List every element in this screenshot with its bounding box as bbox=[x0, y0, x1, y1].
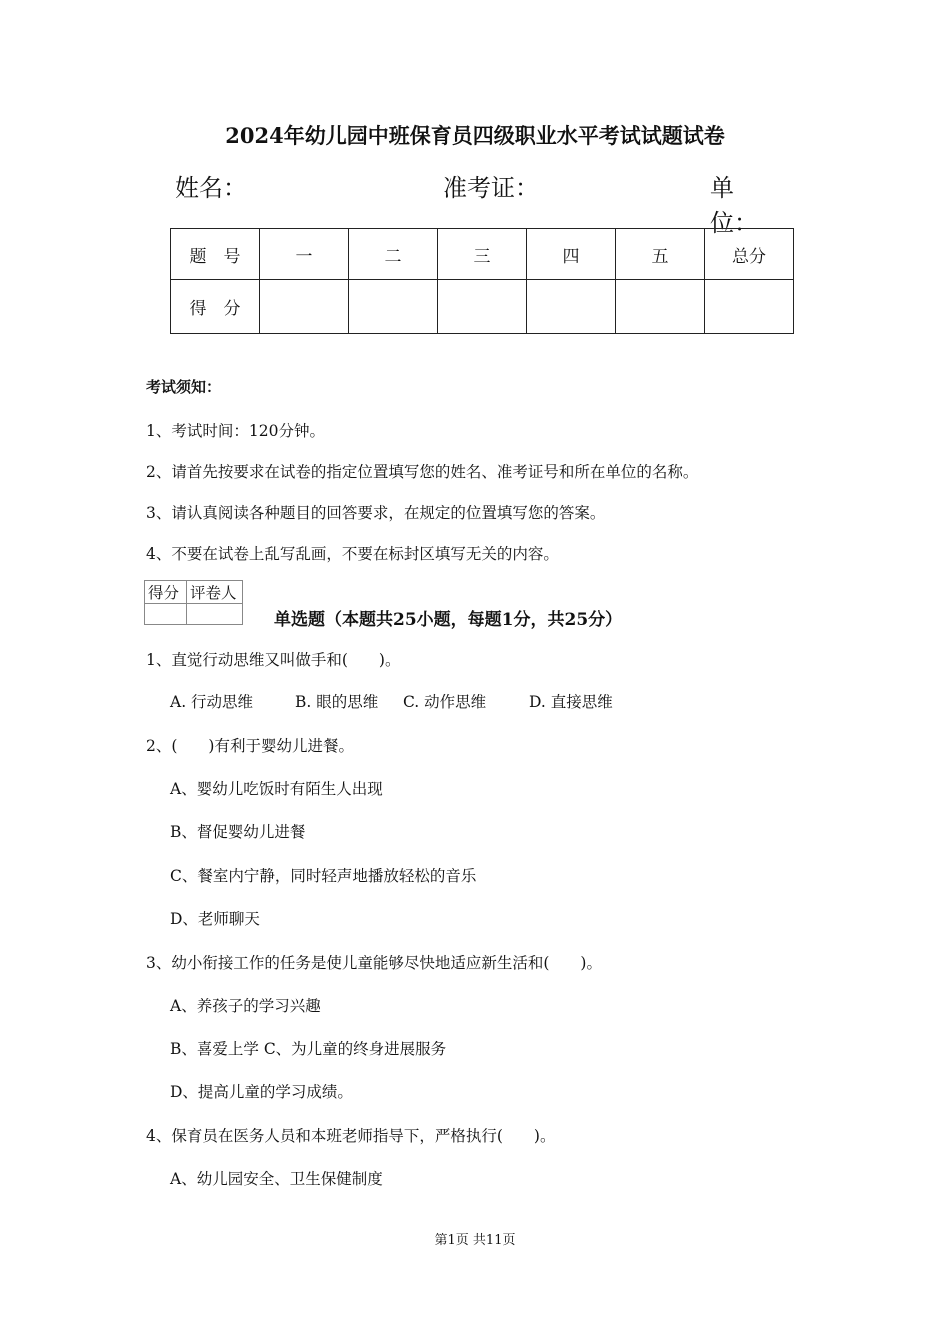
page-footer: 第1页 共11页 bbox=[434, 1233, 516, 1248]
question-stem: 4、保育员在医务人员和本班老师指导下，严格执行( )。 bbox=[146, 1127, 556, 1145]
score-cell bbox=[705, 280, 794, 334]
grader-score-cell bbox=[145, 604, 187, 625]
question-option: B、督促婴幼儿进餐 bbox=[170, 823, 306, 841]
score-header-cell: 三 bbox=[438, 229, 527, 280]
question-option: C、餐室内宁静，同时轻声地播放轻松的音乐 bbox=[170, 867, 477, 885]
question-stem: 1、直觉行动思维又叫做手和( )。 bbox=[146, 651, 401, 669]
notice-item: 2、请首先按要求在试卷的指定位置填写您的姓名、准考证号和所在单位的名称。 bbox=[146, 463, 699, 481]
score-header-cell: 五 bbox=[616, 229, 705, 280]
score-header-cell: 一 bbox=[260, 229, 349, 280]
score-header-cell: 二 bbox=[349, 229, 438, 280]
notice-item: 1、考试时间：120分钟。 bbox=[146, 422, 325, 440]
question-option: A、养孩子的学习兴趣 bbox=[170, 997, 321, 1015]
unit-label: 单位： bbox=[710, 174, 758, 237]
score-header-cell: 四 bbox=[527, 229, 616, 280]
notice-title: 考试须知： bbox=[146, 378, 222, 396]
question-option: D、老师聊天 bbox=[170, 910, 260, 928]
score-table-score-row bbox=[171, 280, 794, 334]
question-option: A、幼儿园安全、卫生保健制度 bbox=[170, 1170, 383, 1188]
question-option: D. 直接思维 bbox=[529, 693, 613, 711]
score-cell bbox=[438, 280, 527, 334]
question-option: A、婴幼儿吃饭时有陌生人出现 bbox=[170, 780, 383, 798]
question-stem: 2、( )有利于婴幼儿进餐。 bbox=[146, 737, 354, 755]
candidate-info bbox=[175, 168, 780, 237]
notice-item: 3、请认真阅读各种题目的回答要求，在规定的位置填写您的答案。 bbox=[146, 504, 606, 522]
page-title: 2024年幼儿园中班保育员四级职业水平考试试题试卷 bbox=[225, 123, 725, 148]
exam-id-label: 准考证： bbox=[443, 174, 539, 202]
score-cell bbox=[527, 280, 616, 334]
score-cell bbox=[260, 280, 349, 334]
score-header-cell: 总分 bbox=[705, 229, 794, 280]
question-option: B、喜爱上学 C、为儿童的终身进展服务 bbox=[170, 1040, 447, 1058]
name-label: 姓名： bbox=[175, 174, 247, 202]
question-option: C. 动作思维 bbox=[403, 693, 487, 711]
score-table bbox=[170, 228, 794, 334]
question-option: A. 行动思维 bbox=[170, 693, 254, 711]
grader-table bbox=[144, 580, 243, 625]
score-table-header-row bbox=[171, 229, 794, 280]
score-cell bbox=[616, 280, 705, 334]
question-option: D、提高儿童的学习成绩。 bbox=[170, 1083, 353, 1101]
grader-reviewer-cell bbox=[187, 604, 243, 625]
grader-reviewer-label: 评卷人 bbox=[187, 581, 243, 604]
question-stem: 3、幼小衔接工作的任务是使儿童能够尽快地适应新生活和( )。 bbox=[146, 954, 602, 972]
question-option: B. 眼的思维 bbox=[295, 693, 379, 711]
score-row-label: 得 分 bbox=[171, 280, 260, 334]
score-cell bbox=[349, 280, 438, 334]
section-title: 单选题（本题共25小题，每题1分，共25分） bbox=[274, 610, 623, 630]
notice-item: 4、不要在试卷上乱写乱画，不要在标封区填写无关的内容。 bbox=[146, 545, 559, 563]
score-header-cell: 题 号 bbox=[171, 229, 260, 280]
grader-score-label: 得分 bbox=[145, 581, 187, 604]
